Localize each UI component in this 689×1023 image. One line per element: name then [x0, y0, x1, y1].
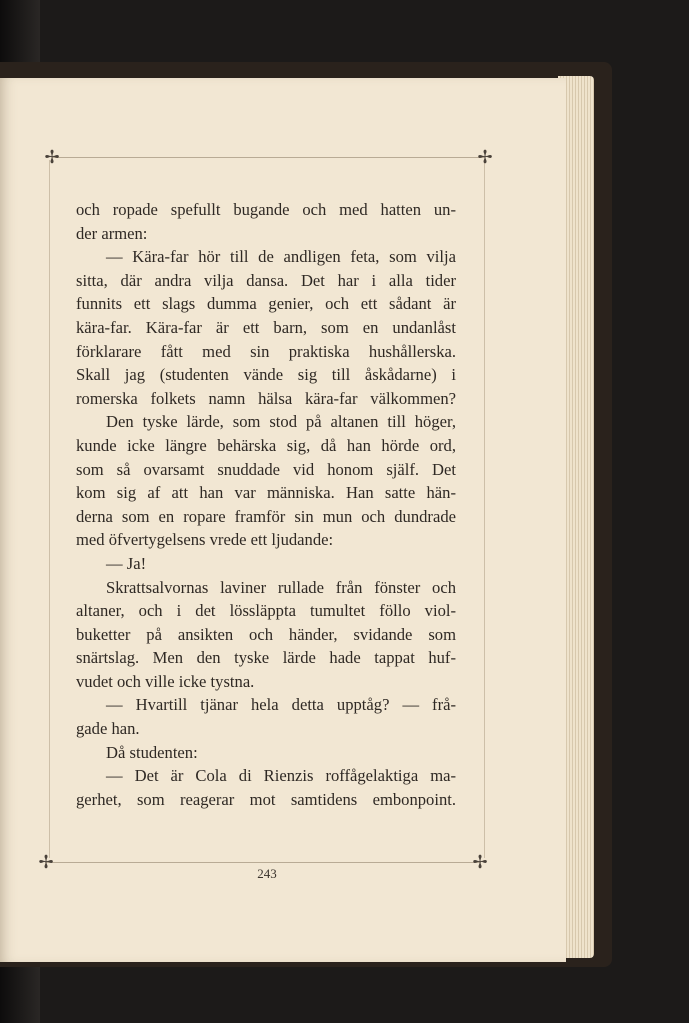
text-line: kära-far. Kära-far är ett barn, som en undanlåst: [76, 317, 456, 337]
ornament-bottom-left-icon: ✢: [38, 852, 54, 872]
text-line: — Kära-far hör till de andligen feta, som vilja: [106, 247, 456, 267]
text-line: snärtslag. Men den tyske lärde hade tappat huf-: [76, 648, 456, 668]
text-line: altaner, och i det lössläppta tumultet föllo viol-: [76, 601, 456, 621]
text-line: förklarare fått med sin praktiska hushållerska.: [76, 341, 456, 361]
text-line: Skall jag (studenten vände sig till åskådarne) i: [76, 365, 456, 385]
text-line: der armen:: [76, 223, 148, 243]
text-line: gade han.: [76, 719, 140, 739]
text-line: derna som en ropare framför sin mun och dundrade: [76, 506, 456, 526]
text-line: romerska folkets namn hälsa kära-far välkommen?: [76, 388, 456, 408]
text-line: som så ovarsamt snuddade vid honom själf. Det: [76, 459, 456, 479]
ornament-top-right-icon: ✢: [477, 147, 493, 167]
text-line: vudet och ville icke tystna.: [76, 671, 255, 691]
text-line: och ropade spefullt bugande och med hatten un-: [76, 200, 456, 219]
frame-rule-bottom: [45, 862, 481, 863]
text-line: sitta, där andra vilja dansa. Det har i alla tider: [76, 270, 456, 290]
text-line: buketter på ansikten och händer, svidande som: [76, 624, 456, 644]
text-line: Då studenten:: [106, 742, 198, 762]
frame-rule-right: [484, 160, 485, 858]
ornament-top-left-icon: ✢: [44, 147, 60, 167]
text-line: kom sig af att han var människa. Han satte hän-: [76, 483, 456, 503]
page-number: 243: [257, 866, 277, 881]
frame-rule-top: [52, 157, 485, 158]
text-line: Den tyske lärde, som stod på altanen till höger,: [106, 412, 456, 432]
text-line: — Ja!: [106, 553, 147, 573]
text-line: — Hvartill tjänar hela detta upptåg? — frå-: [106, 695, 456, 715]
ornament-bottom-right-icon: ✢: [472, 852, 488, 872]
text-line: gerhet, som reagerar mot samtidens embonpoint.: [76, 789, 456, 809]
text-line: — Det är Cola di Rienzis roffågelaktiga ma-: [106, 766, 456, 786]
text-line: Skrattsalvornas laviner rullade från fönster och: [106, 577, 456, 597]
body-text: [76, 198, 456, 811]
frame-rule-left: [49, 160, 50, 858]
text-line: funnits ett slags dumma genier, och ett sådant är: [76, 294, 456, 314]
text-line: kunde icke längre behärska sig, då han hörde ord,: [76, 435, 456, 455]
text-line: med öfvertygelsens vrede ett ljudande:: [76, 530, 334, 550]
